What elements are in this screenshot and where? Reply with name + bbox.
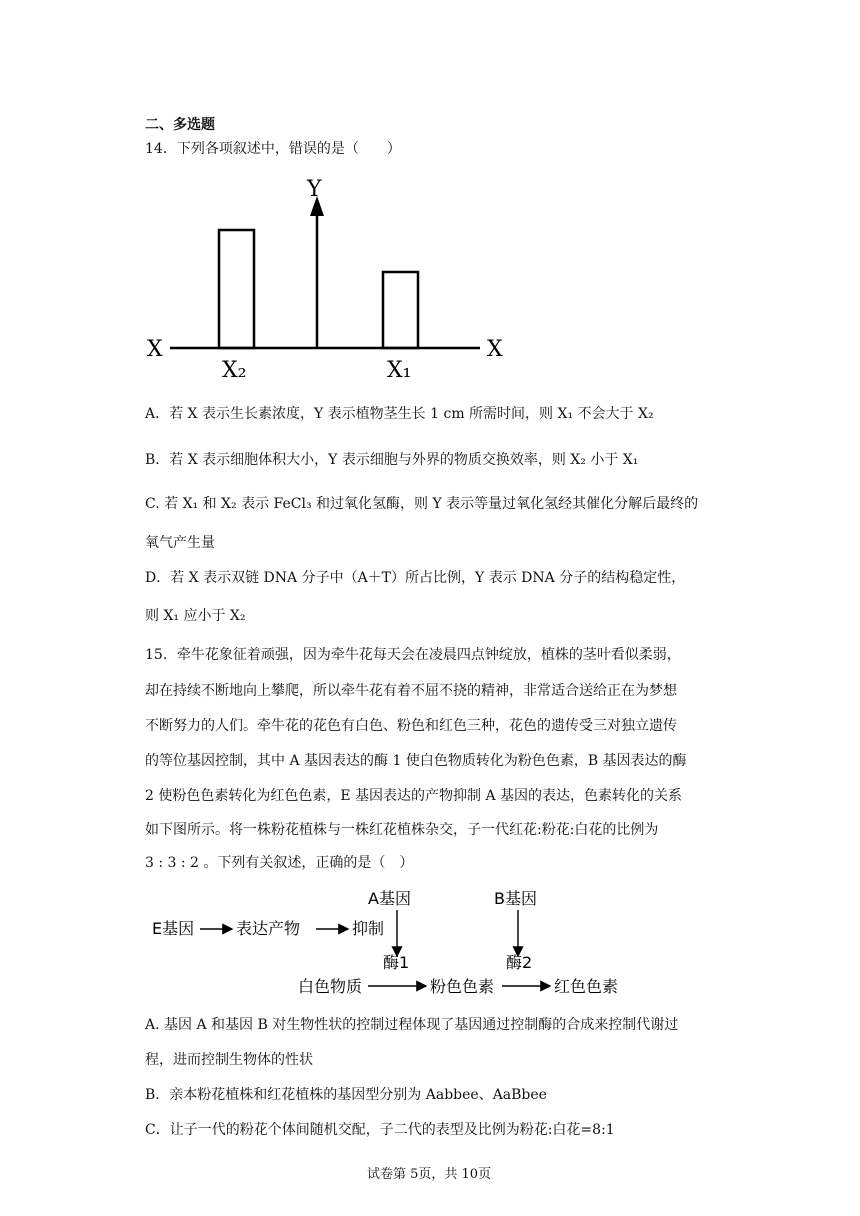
q15-line-2: 却在持续不断地向上攀爬，所以牵牛花有着不屈不挠的精神，非常适合送给正在为梦想: [145, 683, 677, 699]
page-footer: 试卷第 5页，共 10页: [367, 1167, 492, 1182]
e-gene-label: E基因: [152, 919, 195, 938]
x-axis-label-right: X: [487, 337, 503, 362]
bar-x1-label: X₁: [387, 358, 412, 383]
q14-figure: [140, 172, 520, 387]
b-gene-label: B基因: [494, 889, 537, 908]
q14-stem: 14．下列各项叙述中，错误的是（ ）: [145, 141, 401, 157]
enzyme2-label: 酶2: [506, 953, 533, 972]
q14-option-d-line2: 则 X₁ 应小于 X₂: [145, 608, 246, 624]
q15-line-3: 不断努力的人们。牵牛花的花色有白色、粉色和红色三种，花色的遗传受三对独立遗传: [145, 718, 677, 734]
q15-line-4: 的等位基因控制，其中 A 基因表达的酶 1 使白色物质转化为粉色色素，B 基因表达的酶: [145, 753, 687, 769]
x-axis-label-left: X: [147, 337, 163, 362]
q15-line-6: 如下图所示。将一株粉花植株与一株红花植株杂交，子一代红花:粉花:白花的比例为: [145, 822, 659, 838]
bar-x2-label: X₂: [222, 358, 247, 383]
inhibit-label: 抑制: [352, 919, 385, 938]
q15-option-b: B．亲本粉花植株和红花植株的基因型分别为 Aabbee、AaBbee: [145, 1087, 547, 1103]
q15-option-a-line2: 程，进而控制生物体的性状: [145, 1052, 313, 1068]
section-title: 二、多选题: [145, 117, 215, 133]
enzyme1-label: 酶1: [383, 953, 410, 972]
q15-line-1: 15．牵牛花象征着顽强，因为牵牛花每天会在凌晨四点钟绽放，植株的茎叶看似柔弱，: [145, 647, 681, 663]
q15-option-c: C．让子一代的粉花个体间随机交配，子二代的表型及比例为粉花:白花=8:1: [145, 1122, 615, 1138]
q14-option-a: A．若 X 表示生长素浓度，Y 表示植物茎生长 1 cm 所需时间，则 X₁ 不会大于 X₂: [145, 406, 654, 422]
bar-x2: [219, 230, 254, 348]
a-gene-label: A基因: [368, 889, 411, 908]
red-pigment-label: 红色色素: [554, 977, 619, 996]
q14-option-c-line2: 氧气产生量: [145, 535, 215, 551]
q15-line-7: 3 : 3 : 2 。下列有关叙述，正确的是（ ）: [145, 855, 414, 871]
q14-option-d-line1: D．若 X 表示双链 DNA 分子中（A＋T）所占比例，Y 表示 DNA 分子的结构稳定性，: [145, 570, 686, 586]
white-substance-label: 白色物质: [298, 977, 363, 996]
q15-pathway-diagram: [140, 882, 660, 1002]
pink-pigment-label: 粉色色素: [430, 977, 495, 996]
product-label: 表达产物: [236, 919, 301, 938]
y-axis-label: Y: [307, 177, 322, 202]
q15-line-5: 2 使粉色色素转化为红色色素，E 基因表达的产物抑制 A 基因的表达，色素转化的关系: [145, 788, 683, 804]
q14-option-c-line1: C. 若 X₁ 和 X₂ 表示 FeCl₃ 和过氧化氢酶，则 Y 表示等量过氧化氢经其催化分解后最终的: [145, 496, 699, 512]
bar-x1: [383, 272, 418, 348]
q14-option-b: B．若 X 表示细胞体积大小，Y 表示细胞与外界的物质交换效率，则 X₂ 小于 X₁: [145, 452, 639, 468]
q15-option-a-line1: A. 基因 A 和基因 B 对生物性状的控制过程体现了基因通过控制酶的合成来控制代谢过: [145, 1017, 679, 1033]
